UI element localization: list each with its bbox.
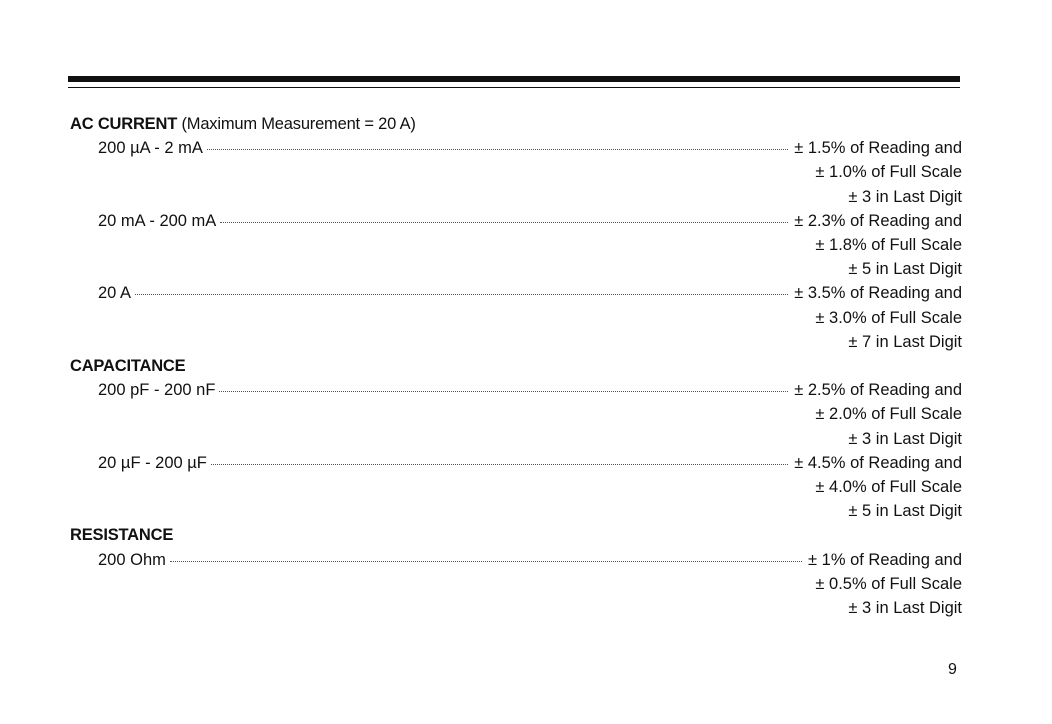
accuracy-line: ± 5 in Last Digit [848,502,962,521]
section-note: (Maximum Measurement = 20 A) [181,115,416,133]
spec-section [70,523,962,620]
dot-leader [170,560,802,562]
top-rule-thick [68,76,960,82]
section-heading-text: CAPACITANCE [70,357,186,376]
spec-content [70,112,962,620]
spec-range: 200 Ohm [98,550,166,569]
accuracy-line: ± 4.5% of Reading and [794,453,962,472]
accuracy-line: ± 0.5% of Full Scale [815,574,962,593]
spec-row [70,548,962,572]
spec-row [70,378,962,402]
section-heading [70,112,962,136]
spec-row [70,209,962,233]
accuracy-line: ± 1% of Reading and [808,550,962,569]
spec-row [70,281,962,305]
dot-leader [219,390,788,392]
accuracy-line: ± 1.8% of Full Scale [815,236,962,255]
accuracy-line: ± 2.5% of Reading and [794,381,962,400]
accuracy-line: ± 4.0% of Full Scale [815,478,962,497]
top-rule-thin [68,87,960,88]
page-number: 9 [948,661,957,678]
dot-leader [207,148,788,150]
section-heading [70,354,962,378]
accuracy-line: ± 3.0% of Full Scale [815,308,962,327]
spec-range: 20 mA - 200 mA [98,211,217,230]
spec-range: 200 µA - 2 mA [98,139,203,158]
dot-leader [220,221,788,223]
spec-row [70,451,962,475]
spec-range: 20 µF - 200 µF [98,453,207,472]
accuracy-line: ± 3 in Last Digit [848,599,962,618]
dot-leader [135,293,788,295]
accuracy-line: ± 5 in Last Digit [848,260,962,279]
section-heading-text: RESISTANCE [70,526,174,545]
accuracy-line: ± 3 in Last Digit [848,187,962,206]
accuracy-line: ± 2.0% of Full Scale [815,405,962,424]
accuracy-line: ± 3.5% of Reading and [794,284,962,303]
section-heading-text: AC CURRENT [70,115,178,133]
accuracy-line: ± 3 in Last Digit [848,429,962,448]
spec-range: 200 pF - 200 nF [98,381,216,400]
spec-section [70,112,962,354]
spec-section [70,354,962,523]
accuracy-line: ± 1.5% of Reading and [794,139,962,158]
section-heading [70,523,962,547]
accuracy-line: ± 7 in Last Digit [848,332,962,351]
spec-row [70,136,962,160]
accuracy-line: ± 1.0% of Full Scale [815,163,962,182]
accuracy-line: ± 2.3% of Reading and [794,211,962,230]
spec-range: 20 A [98,284,132,303]
dot-leader [211,463,788,465]
